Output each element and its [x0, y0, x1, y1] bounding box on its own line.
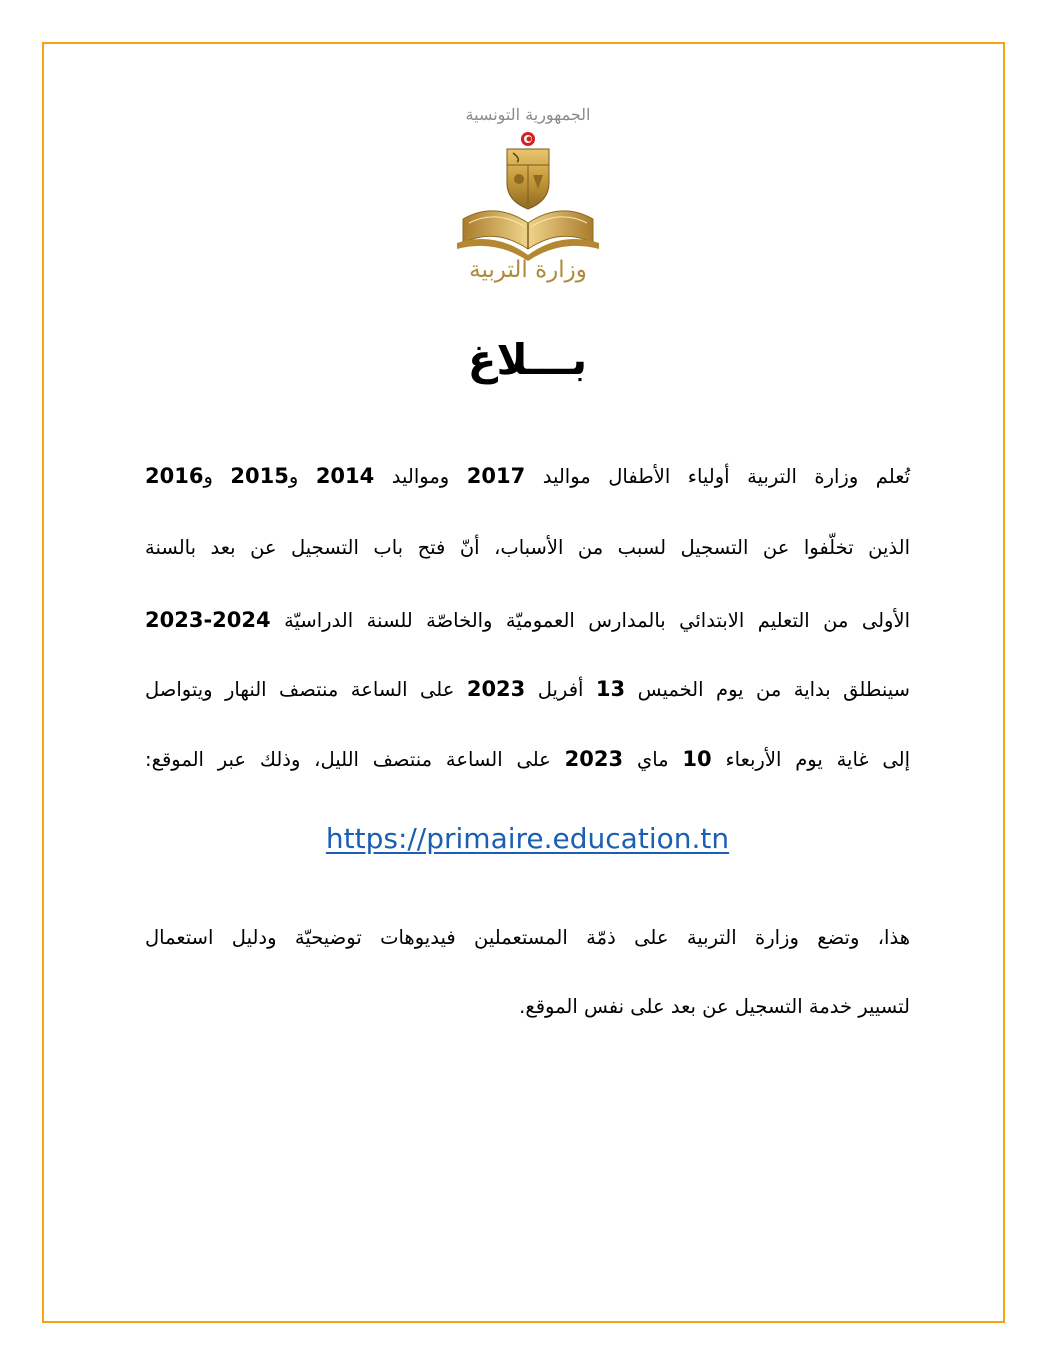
paragraph1-line2: الذين تخلّفوا عن التسجيل لسبب من الأسباب، أنّ فتح باب التسجيل عن بعد بالسنة — [145, 536, 910, 559]
ministry-name: وزارة التربية — [469, 257, 587, 283]
paragraph1-line3: الأولى من التعليم الابتدائي بالمدارس العموميّة والخاصّة للسنة الدراسيّة 2024-2023 — [145, 608, 910, 632]
paragraph2-line1: هذا، وتضع وزارة التربية على ذمّة المستعملين فيديوهات توضيحيّة ودليل استعمال — [145, 926, 910, 949]
paragraph1-line5: إلى غاية يوم الأربعاء 10 ماي 2023 على الساعة منتصف الليل، وذلك عبر الموقع: — [145, 747, 911, 771]
emblem-icon — [455, 131, 601, 261]
paragraph1-line4: سينطلق بداية من يوم الخميس 13 أفريل 2023 على الساعة منتصف النهار ويتواصل — [145, 677, 910, 701]
registration-link[interactable]: https://primaire.education.tn — [325, 822, 730, 855]
ministry-logo — [455, 105, 601, 295]
republic-name: الجمهورية التونسية — [465, 105, 591, 124]
page-title: بـــلاغ — [467, 335, 588, 384]
paragraph1-line1: تُعلم وزارة التربية أولياء الأطفال مواليد 2017 ومواليد 2014 و2015 و2016 — [145, 464, 911, 488]
paragraph2-line2: لتسيير خدمة التسجيل عن بعد على نفس الموقع. — [519, 995, 910, 1018]
